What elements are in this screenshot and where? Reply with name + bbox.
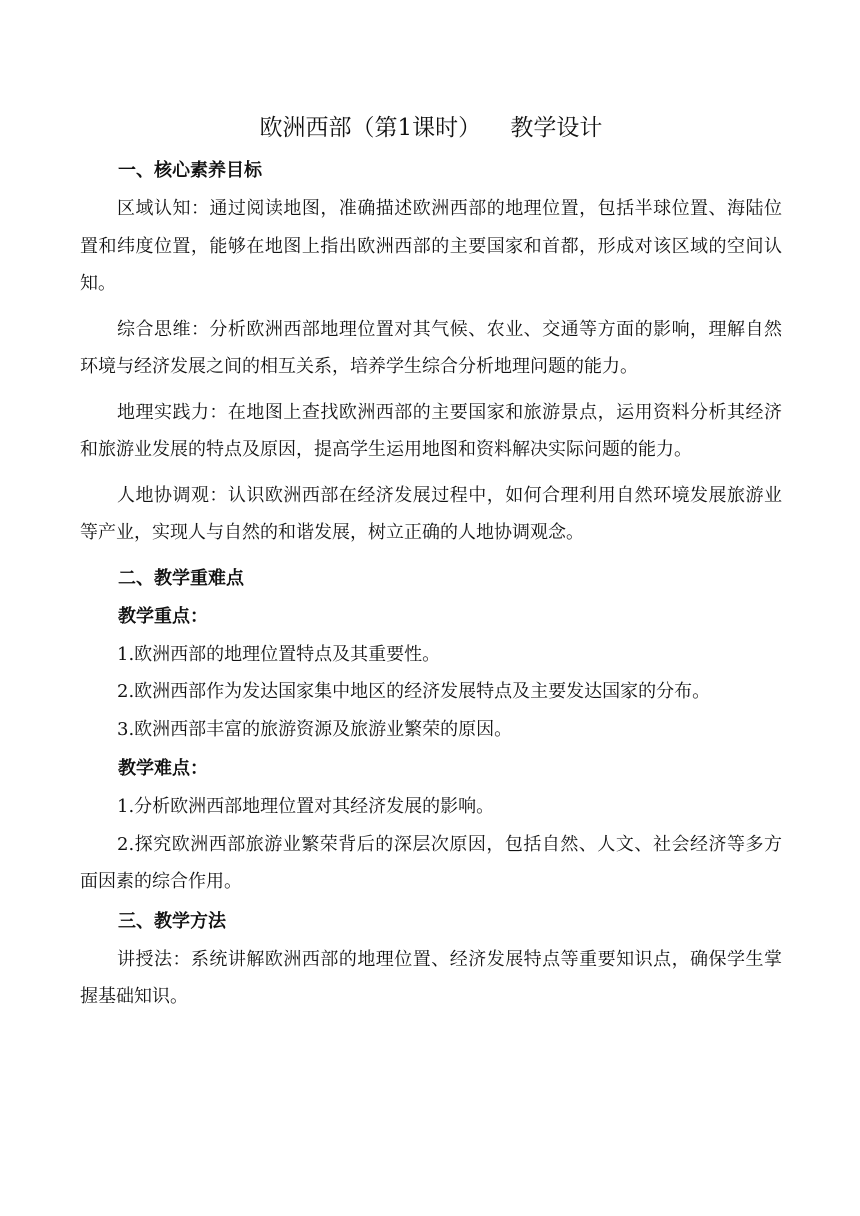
key-point-item: 1.欧洲西部的地理位置特点及其重要性。: [117, 643, 441, 665]
sub-heading-difficult-points: 教学难点：: [118, 758, 208, 779]
section-heading-key-difficult-points: 二、教学重难点: [118, 567, 244, 589]
paragraph-lecture-method: 讲授法：系统讲解欧洲西部的地理位置、经济发展特点等重要知识点，确保学生掌握基础知识。: [80, 948, 782, 1007]
section-heading-teaching-methods: 三、教学方法: [118, 910, 226, 932]
paragraph-geographic-practice: 地理实践力：在地图上查找欧洲西部的主要国家和旅游景点，运用资料分析其经济和旅游业发展的特点及原因，提高学生运用地图和资料解决实际问题的能力。: [80, 401, 782, 460]
key-point-item: 2.欧洲西部作为发达国家集中地区的经济发展特点及主要发达国家的分布。: [117, 681, 711, 702]
paragraph-human-land-harmony: 人地协调观：认识欧洲西部在经济发展过程中，如何合理利用自然环境发展旅游业等产业，实现人与自然的和谐发展，树立正确的人地协调观念。: [80, 484, 782, 543]
key-point-item: 3.欧洲西部丰富的旅游资源及旅游业繁荣的原因。: [117, 718, 513, 740]
difficult-point-item: 1.分析欧洲西部地理位置对其经济发展的影响。: [117, 796, 495, 817]
difficult-point-item: 2.探究欧洲西部旅游业繁荣背后的深层次原因，包括自然、人文、社会经济等多方面因素的综合作用。: [80, 833, 782, 892]
document-page: [80, 108, 782, 1024]
section-heading-core-goals: 一、核心素养目标: [118, 160, 262, 181]
paragraph-integrated-thinking: 综合思维：分析欧洲西部地理位置对其气候、农业、交通等方面的影响，理解自然环境与经济发展之间的相互关系，培养学生综合分析地理问题的能力。: [80, 318, 782, 377]
document-title: 欧洲西部（第1课时） 教学设计: [259, 115, 603, 141]
sub-heading-key-points: 教学重点：: [118, 605, 208, 627]
paragraph-regional-cognition: 区域认知：通过阅读地图，准确描述欧洲西部的地理位置，包括半球位置、海陆位置和纬度位置，能够在地图上指出欧洲西部的主要国家和首都，形成对该区域的空间认知。: [80, 198, 782, 294]
